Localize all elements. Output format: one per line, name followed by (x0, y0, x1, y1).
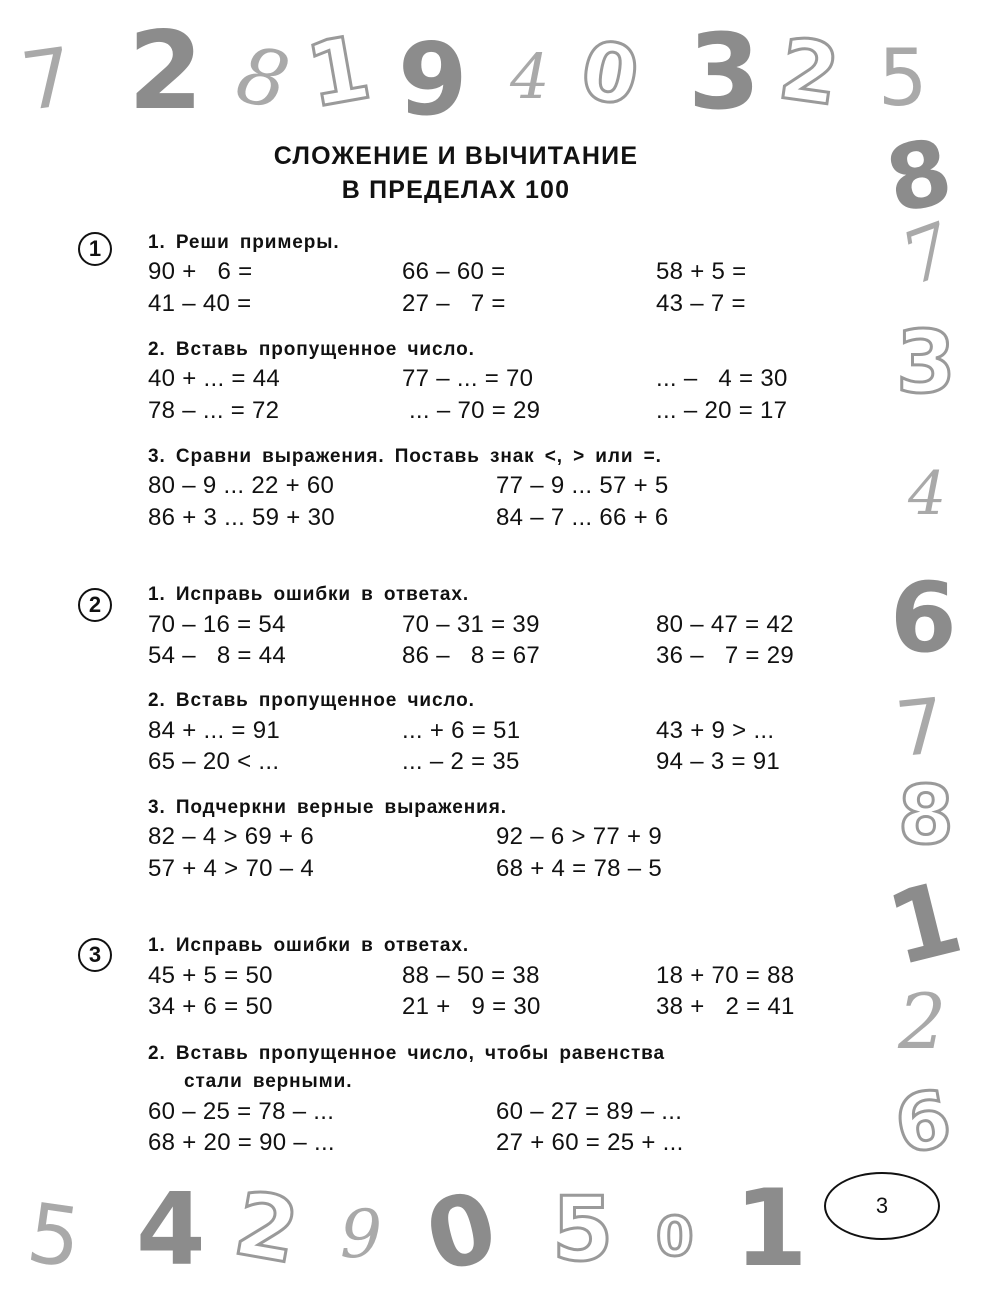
decor-digit: 1 (734, 1167, 808, 1290)
decor-digit: 3 (688, 11, 761, 133)
section-number-badge: 3 (78, 938, 112, 972)
task-heading-continuation: стали верными. (184, 1071, 353, 1092)
decor-digit: 0 (656, 1205, 694, 1268)
example-expression: 77 – ... = 70 (402, 365, 534, 392)
decor-digit: 9 (398, 21, 468, 138)
decor-digit: 2 (128, 9, 204, 134)
example-expression: 84 + ... = 91 (148, 717, 280, 744)
example-expression: ... – 4 = 30 (656, 365, 788, 392)
example-expression: 92 – 6 > 77 + 9 (496, 823, 662, 850)
decor-digit: 1 (299, 15, 378, 128)
example-expression: 84 – 7 ... 66 + 6 (496, 504, 669, 531)
page-title-line-1: СЛОЖЕНИЕ И ВЫЧИТАНИЕ (273, 142, 639, 170)
decor-digit: 6 (890, 562, 957, 674)
decor-digit: 1 (876, 858, 973, 989)
example-expression: 68 + 4 = 78 – 5 (496, 855, 662, 882)
example-expression: 18 + 70 = 88 (656, 962, 795, 989)
example-expression: 45 + 5 = 50 (148, 962, 273, 989)
page-number: 3 (875, 1193, 889, 1218)
decor-digit: 8 (229, 29, 297, 129)
example-expression: 27 + 60 = 25 + ... (496, 1129, 684, 1156)
example-expression: 38 + 2 = 41 (656, 993, 795, 1020)
decor-digit: 7 (15, 29, 80, 130)
example-expression: 66 – 60 = (402, 258, 506, 285)
example-expression: 34 + 6 = 50 (148, 993, 273, 1020)
decor-digit: 0 (574, 22, 646, 125)
decor-digit: 5 (878, 34, 928, 124)
decor-digit: 7 (891, 680, 949, 775)
example-expression: 54 – 8 = 44 (148, 642, 287, 669)
decor-digit: 8 (877, 118, 961, 235)
decor-digit: 6 (888, 1073, 958, 1173)
decor-digit: 2 (773, 19, 845, 125)
decor-digit: 2 (898, 977, 947, 1066)
example-expression: 36 – 7 = 29 (656, 642, 795, 669)
decor-digit: 0 (415, 1169, 508, 1295)
example-expression: 60 – 25 = 78 – ... (148, 1098, 335, 1125)
example-expression: 82 – 4 > 69 + 6 (148, 823, 314, 850)
example-expression: 21 + 9 = 30 (402, 993, 541, 1020)
example-expression: ... + 6 = 51 (402, 717, 521, 744)
example-expression: 88 – 50 = 38 (402, 962, 540, 989)
example-expression: 27 – 7 = (402, 290, 506, 317)
task-heading: 1. Исправь ошибки в ответах. (148, 584, 470, 605)
example-expression: 65 – 20 < ... (148, 748, 280, 775)
page-title-line-2: В ПРЕДЕЛАХ 100 (341, 176, 571, 204)
example-expression: 78 – ... = 72 (148, 397, 280, 424)
decor-digit: 5 (21, 1185, 87, 1288)
example-expression: 86 + 3 ... 59 + 30 (148, 504, 335, 531)
example-expression: 41 – 40 = (148, 290, 252, 317)
example-expression: 68 + 20 = 90 – ... (148, 1129, 335, 1156)
section-number-badge: 2 (78, 588, 112, 622)
task-heading: 3. Сравни выражения. Поставь знак <, > или =. (148, 446, 662, 467)
decor-digit: 4 (908, 459, 947, 529)
task-heading: 1. Исправь ошибки в ответах. (148, 935, 470, 956)
example-expression: 90 + 6 = (148, 258, 253, 285)
decor-digit: 4 (136, 1171, 206, 1288)
decor-digit: 8 (898, 769, 954, 862)
example-expression: 70 – 16 = 54 (148, 611, 286, 638)
decor-digit: 7 (891, 206, 963, 302)
example-expression: 43 + 9 > ... (656, 717, 775, 744)
task-heading: 2. Вставь пропущенное число. (148, 690, 475, 711)
task-heading: 1. Реши примеры. (148, 232, 340, 253)
example-expression: 80 – 9 ... 22 + 60 (148, 472, 335, 499)
example-expression: 57 + 4 > 70 – 4 (148, 855, 314, 882)
example-expression: ... – 70 = 29 (402, 397, 541, 424)
task-heading: 3. Подчеркни верные выражения. (148, 797, 507, 818)
example-expression: 40 + ... = 44 (148, 365, 280, 392)
example-expression: 94 – 3 = 91 (656, 748, 781, 775)
example-expression: 43 – 7 = (656, 290, 746, 317)
decor-digit: 2 (227, 1171, 306, 1284)
page-number-badge (824, 1172, 940, 1240)
task-heading: 2. Вставь пропущенное число. (148, 339, 475, 360)
example-expression: ... – 2 = 35 (402, 748, 520, 775)
section-number-badge: 1 (78, 232, 112, 266)
example-expression: 77 – 9 ... 57 + 5 (496, 472, 669, 499)
example-expression: 58 + 5 = (656, 258, 747, 285)
example-expression: 86 – 8 = 67 (402, 642, 541, 669)
task-heading: 2. Вставь пропущенное число, чтобы равенства (148, 1043, 665, 1064)
decor-digit: 5 (552, 1178, 614, 1281)
example-expression: 70 – 31 = 39 (402, 611, 540, 638)
decor-digit: 9 (340, 1196, 382, 1273)
decor-digit: 3 (896, 313, 956, 413)
example-expression: 80 – 47 = 42 (656, 611, 794, 638)
decor-digit: 4 (510, 40, 550, 113)
example-expression: ... – 20 = 17 (656, 397, 788, 424)
example-expression: 60 – 27 = 89 – ... (496, 1098, 683, 1125)
